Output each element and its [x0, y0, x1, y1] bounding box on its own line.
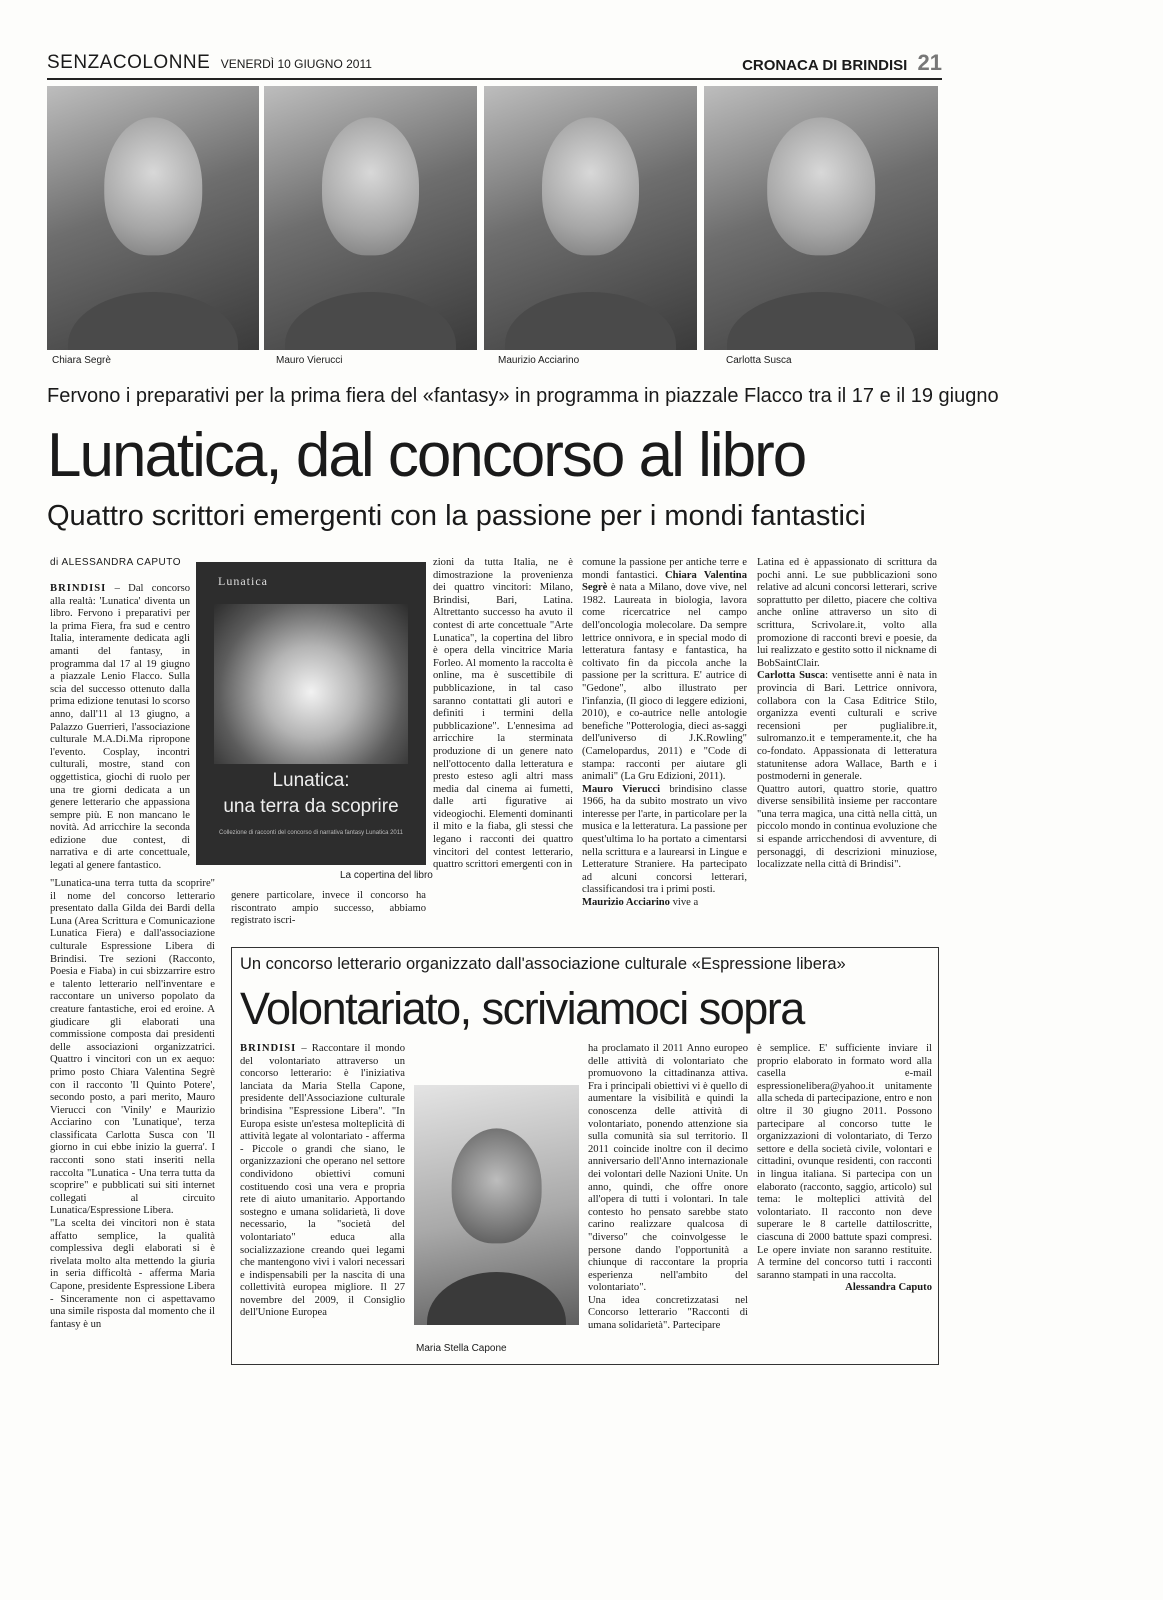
dateline: BRINDISI: [50, 583, 107, 594]
author-name: Carlotta Susca: [757, 670, 826, 682]
book-cover-subtitle: una terra da scoprire: [223, 796, 399, 817]
paragraph-text: vive a: [669, 897, 699, 909]
article1-column-1b: [50, 878, 215, 1360]
signature: Alessandra Caputo: [845, 1282, 932, 1294]
book-cover-title: Lunatica:: [272, 770, 350, 791]
article-paragraph: Una idea concretizzatasi nel Concorso letterario "Racconti di umana solidarietà". Partecipare: [588, 1294, 748, 1332]
article-paragraph: "Lunatica-una terra tutta da scoprire" il nome del concorso letterario presentato dalla Gilda dei Bardi della Luna (Area Scrittura e Comunicazione Lunatica Fiera) e dall'associazione culturale Espressione Libera di Brindisi. Tre sezioni (Racconto, Poesia e Fiaba) in cui sbizzarrire estro e talento letterario nell'inventare e raccontare un universo popolato da creature fantastiche, eroi ed eroine. A giudicare gli elaborati una commissione composta dai presidenti delle associazioni organizzatrici. Quattro i vincitori con un ex aequo: primo posto Chiara Valentina Segrè con il racconto 'Il Quinto Potere', secondo posto, a pari merito, Mauro Vierucci con 'Vinily' e Maurizio Acciarino con 'Lunatique', terza classificata Carlotta Susca con 'Il giorno in cui ebbe inizio la guerra'. I racconti sono stati inseriti nella raccolta "Lunatica - Una terra tutta da scoprire" e pubblicati sui siti internet collegati al circuito Lunatica/Espressione Libera.: [50, 878, 215, 1217]
photo-caption: Mauro Vierucci: [276, 355, 343, 366]
article-paragraph: è semplice. E' sufficiente inviare il proprio elaborato in formato word alla casella e-mail espressionelibera@yahoo.it unitamente alla scheda di partecipazione, entro e non oltre il 30 giugno 2011. Possono partecipare al concorso tutte le organizzazioni di volontariato, di Terzo settore e della società civile, volontari e cittadini, ovunque residenti, con racconti in lingua italiana. Si partecipa con un elaborato (racconto, saggio, articolo) sul tema: le molteplici attività del volontariato. Il racconto non deve superare le 8 cartelle dattiloscritte, ciascuna di 2000 battute spazi compresi. Le opere inviate non saranno restituite. A termine del concorso tutti i racconti saranno stampati in una raccolta.: [757, 1043, 932, 1281]
paragraph-text: è nata a Milano, dove vive, nel 1982. Laureata in biologia, lavora come ricercatrice nel campo dell'oncologia molecolare. Da sempre lettrice onnivora, e in special modo di letteratura fantasy e fantastica, ha coltivato fin da piccola anche la passione per la scrittura. E' autrice di "Gedone", albo illustrato per l'infanzia, (Il gioco di leggere edizioni, 2010), e co-autrice nelle antologie benefiche "Potterologia, dieci as-saggi dell'universo di J.K.Rowling" (Camelopardus, 2011) e "Code di stampa: racconti per aiutare gli animali" (La Gru Edizioni, 2011).: [582, 582, 747, 783]
paragraph-text: – Dal concorso alla realtà: 'Lunatica' diventa un libro. Fervono i preparativi per la prima Fiera, fra sud e centro Italia, interamente dedicata agli amanti del fantasy, in programma dal 17 al 19 giugno a piazzale Lenio Flacco. Sulla scia del successo ottenuto dalla prima edizione tenutasi lo scorso anno, dall'11 al 13 giugno, a Palazzo Guerrieri, l'associazione culturale M.A.Di.Ma ripropone l'evento. Cosplay, incontri culturali, mostre, stand con oggettistica, giochi di ruolo per una tre giorni dedicata a un genere letterario che appassiona sempre più. E non mancano le novità. Ad arricchire la seconda edizione due contest, di narrativa e di arte concettuale, legati al genere fantastico.: [50, 583, 190, 872]
book-cover-art: [214, 604, 408, 764]
article-paragraph: [582, 897, 747, 910]
article-subheadline: Quattro scrittori emergenti con la passione per i mondi fantastici: [47, 500, 866, 532]
masthead-left: [47, 52, 372, 74]
portrait-photo-capone: [414, 1085, 579, 1325]
article-paragraph: [50, 583, 190, 873]
article1-column-5: [757, 557, 937, 942]
author-photo-susca: [704, 86, 938, 350]
photo-caption: Carlotta Susca: [726, 355, 792, 366]
article2-column-1: [240, 1043, 405, 1361]
book-cover-brand: Lunatica: [218, 574, 268, 588]
article-paragraph: genere particolare, invece il concorso ha riscontrato ampio successo, abbiamo registrato iscri-: [231, 890, 426, 927]
section-title: CRONACA DI BRINDISI: [742, 57, 908, 74]
article-paragraph: [757, 670, 937, 783]
article-kicker: Fervono i preparativi per la prima fiera del «fantasy» in programma in piazzale Flacco tra il 17 e il 19 giugno: [47, 385, 999, 407]
article1-column-2: [231, 890, 426, 942]
article2-column-2: [588, 1043, 748, 1361]
author-name: Mauro Vierucci: [582, 783, 661, 795]
paragraph-text: – Raccontare il mondo del volontariato attraverso un concorso letterario: è l'iniziativa lanciata da Maria Stella Capone, presidente dell'Associazione culturale brindisina "Espressione Libera". "In Europa esiste un'estesa molteplicità di attività legate al volontariato - afferma - Piccole o grandi che siano, le organizzazioni che operano nel settore condividono obiettivi comuni costituendo così una vera e propria rete di aiuto umanitario. Apportando sostegno e umana solidarietà, lì dove necessario, la "società del volontariato" educa alla socializzazione creando quei legami che mantengono vivi i valori necessari e indispensabili per la nascita di una collettività europea migliore. Il 27 novembre del 2009, il Consiglio dell'Unione Europea: [240, 1043, 405, 1319]
paragraph-text: comune la passione per antiche terre e mondi fantastici.: [582, 557, 747, 581]
boxed-article-headline: Volontariato, scriviamoci sopra: [240, 983, 804, 1034]
boxed-article-kicker: Un concorso letterario organizzato dall'associazione culturale «Espressione libera»: [240, 955, 846, 973]
article1-column-1-text: [50, 583, 190, 873]
author-name: Chiara Valentina Segrè: [582, 569, 747, 594]
article-headline: Lunatica, dal concorso al libro: [47, 421, 806, 490]
byline: di ALESSANDRA CAPUTO: [50, 557, 181, 568]
masthead-right: [742, 50, 942, 76]
newspaper-name: SENZACOLONNE: [47, 52, 211, 73]
article-paragraph: Latina ed è appassionato di scrittura da pochi anni. Le sue pubblicazioni sono relative ad alcuni concorsi letterari, scrive soprattutto per diletto, piacere che coltiva anche online attraverso un sito di scrittura, Scrivolare.it, volto alla promozione di racconti brevi e poesie, da lui realizzato e gestito sotto il nickname di BobSaintClair.: [757, 557, 937, 669]
article1-column-4: [582, 557, 747, 942]
photo-caption: Chiara Segrè: [52, 355, 111, 366]
article-paragraph: [240, 1043, 405, 1320]
author-photo-vierucci: [264, 86, 477, 350]
masthead: [47, 50, 942, 80]
author-name: Maurizio Acciarino: [582, 897, 670, 909]
author-photo-segre: [47, 86, 259, 350]
article-paragraph: ha proclamato il 2011 Anno europeo delle attività di volontariato che promuovono la cittadinanza attiva. Fra i principali obiettivi vi è quello di aumentare la visibilità e quindi la conoscenza delle attività di volontariato, ponendo attenzione sia sulla comunità sia sul territorio. Il 2011 coincide inoltre con il decimo anniversario dell'Anno internazionale dei volontari delle Nazioni Unite. Un anno, quindi, che offre onore all'opera di tutti i volontari. In tale contesto ho pensato sarebbe stato carino realizzare qualcosa di "diverso" che coinvolgesse le persone dando l'opportunità a chiunque di raccontare la propria esperienza nell'ambito del volontariato".: [588, 1043, 748, 1294]
photo-caption: Maurizio Acciarino: [498, 355, 580, 366]
article-paragraph: [582, 784, 747, 897]
article-paragraph: zioni da tutta Italia, ne è dimostrazione la provenienza dei quattro vincitori: Milano, Brindisi, Bari, Latina. Altrettanto successo ha avuto il contest di arte concettuale "Arte Lunatica", la copertina del libro è opera della vincitrice Maria Forleo. Al momento la raccolta è online, ma è suscettibile di pubblicazione, in tal caso saranno contattati gli autori e definiti i termini della pubblicazione". L'ennesima ad arricchire la sterminata produzione di un genere nato nell'ottocento dalla letteratura e presto esteso agli altri mass media dal cinema ai fumetti, dalle arti figurative ai videogiochi. Elementi dominanti il mito e la fiaba, gli stessi che legano i racconti dei quattro vincitori del contest letterario, quattro scrittori emergenti con in: [433, 557, 573, 871]
book-cover-caption: La copertina del libro: [340, 870, 433, 881]
issue-date: VENERDÌ 10 GIUGNO 2011: [220, 57, 372, 71]
article-paragraph: [582, 557, 747, 784]
article1-column-3: [433, 557, 573, 942]
article-paragraph: Quattro autori, quattro storie, quattro diverse sensibilità insieme per raccontare "una terra magica, una città nella città, un piccolo mondo in continua evoluzione che si espande arricchendosi di avventure, di personaggi, di descrizioni minuziose, localizzate nella città di Brindisi".: [757, 783, 937, 871]
dateline: BRINDISI: [240, 1043, 297, 1054]
paragraph-text: : ventisette anni è nata in provincia di Bari. Lettrice onnivora, collabora con la Casa Editrice Stilo, organizza eventi culturali e scrive recensioni per puglialibre.it, sulromanzo.it e temperamente.it, che ha co-fondato. Appassionata di letteratura statunitense adora Wallace, Barth e i postmoderni in generale.: [757, 670, 937, 783]
portrait-caption: Maria Stella Capone: [416, 1343, 507, 1354]
article-paragraph: "La scelta dei vincitori non è stata affatto semplice, la qualità complessiva degli elaborati si è rivelata molto alta mettendo la giuria in seria difficoltà - afferma Maria Capone, presidente Espressione Libera - Sinceramente non ci aspettavamo una simile risposta dal momento che il fantasy è un: [50, 1218, 215, 1330]
book-cover-small-text: Collezione di racconti del concorso di narrativa fantasy Lunatica 2011: [219, 830, 403, 836]
paragraph-text: brindisino classe 1966, ha da subito mostrato un vivo interesse per l'arte, in particolare per la musica e la letteratura. La passione per quest'ultima lo ha portato a cimentarsi nella scrittura e a laurearsi in Lingue e Letterature Straniere. Ha partecipato ad alcuni concorsi letterari, classificandosi tra i primi posti.: [582, 783, 747, 896]
article2-column-3: [757, 1043, 932, 1361]
book-cover-image: [196, 562, 426, 865]
page-number: 21: [917, 50, 942, 75]
author-photo-acciarino: [484, 86, 697, 350]
article1-column-1: [50, 557, 190, 570]
